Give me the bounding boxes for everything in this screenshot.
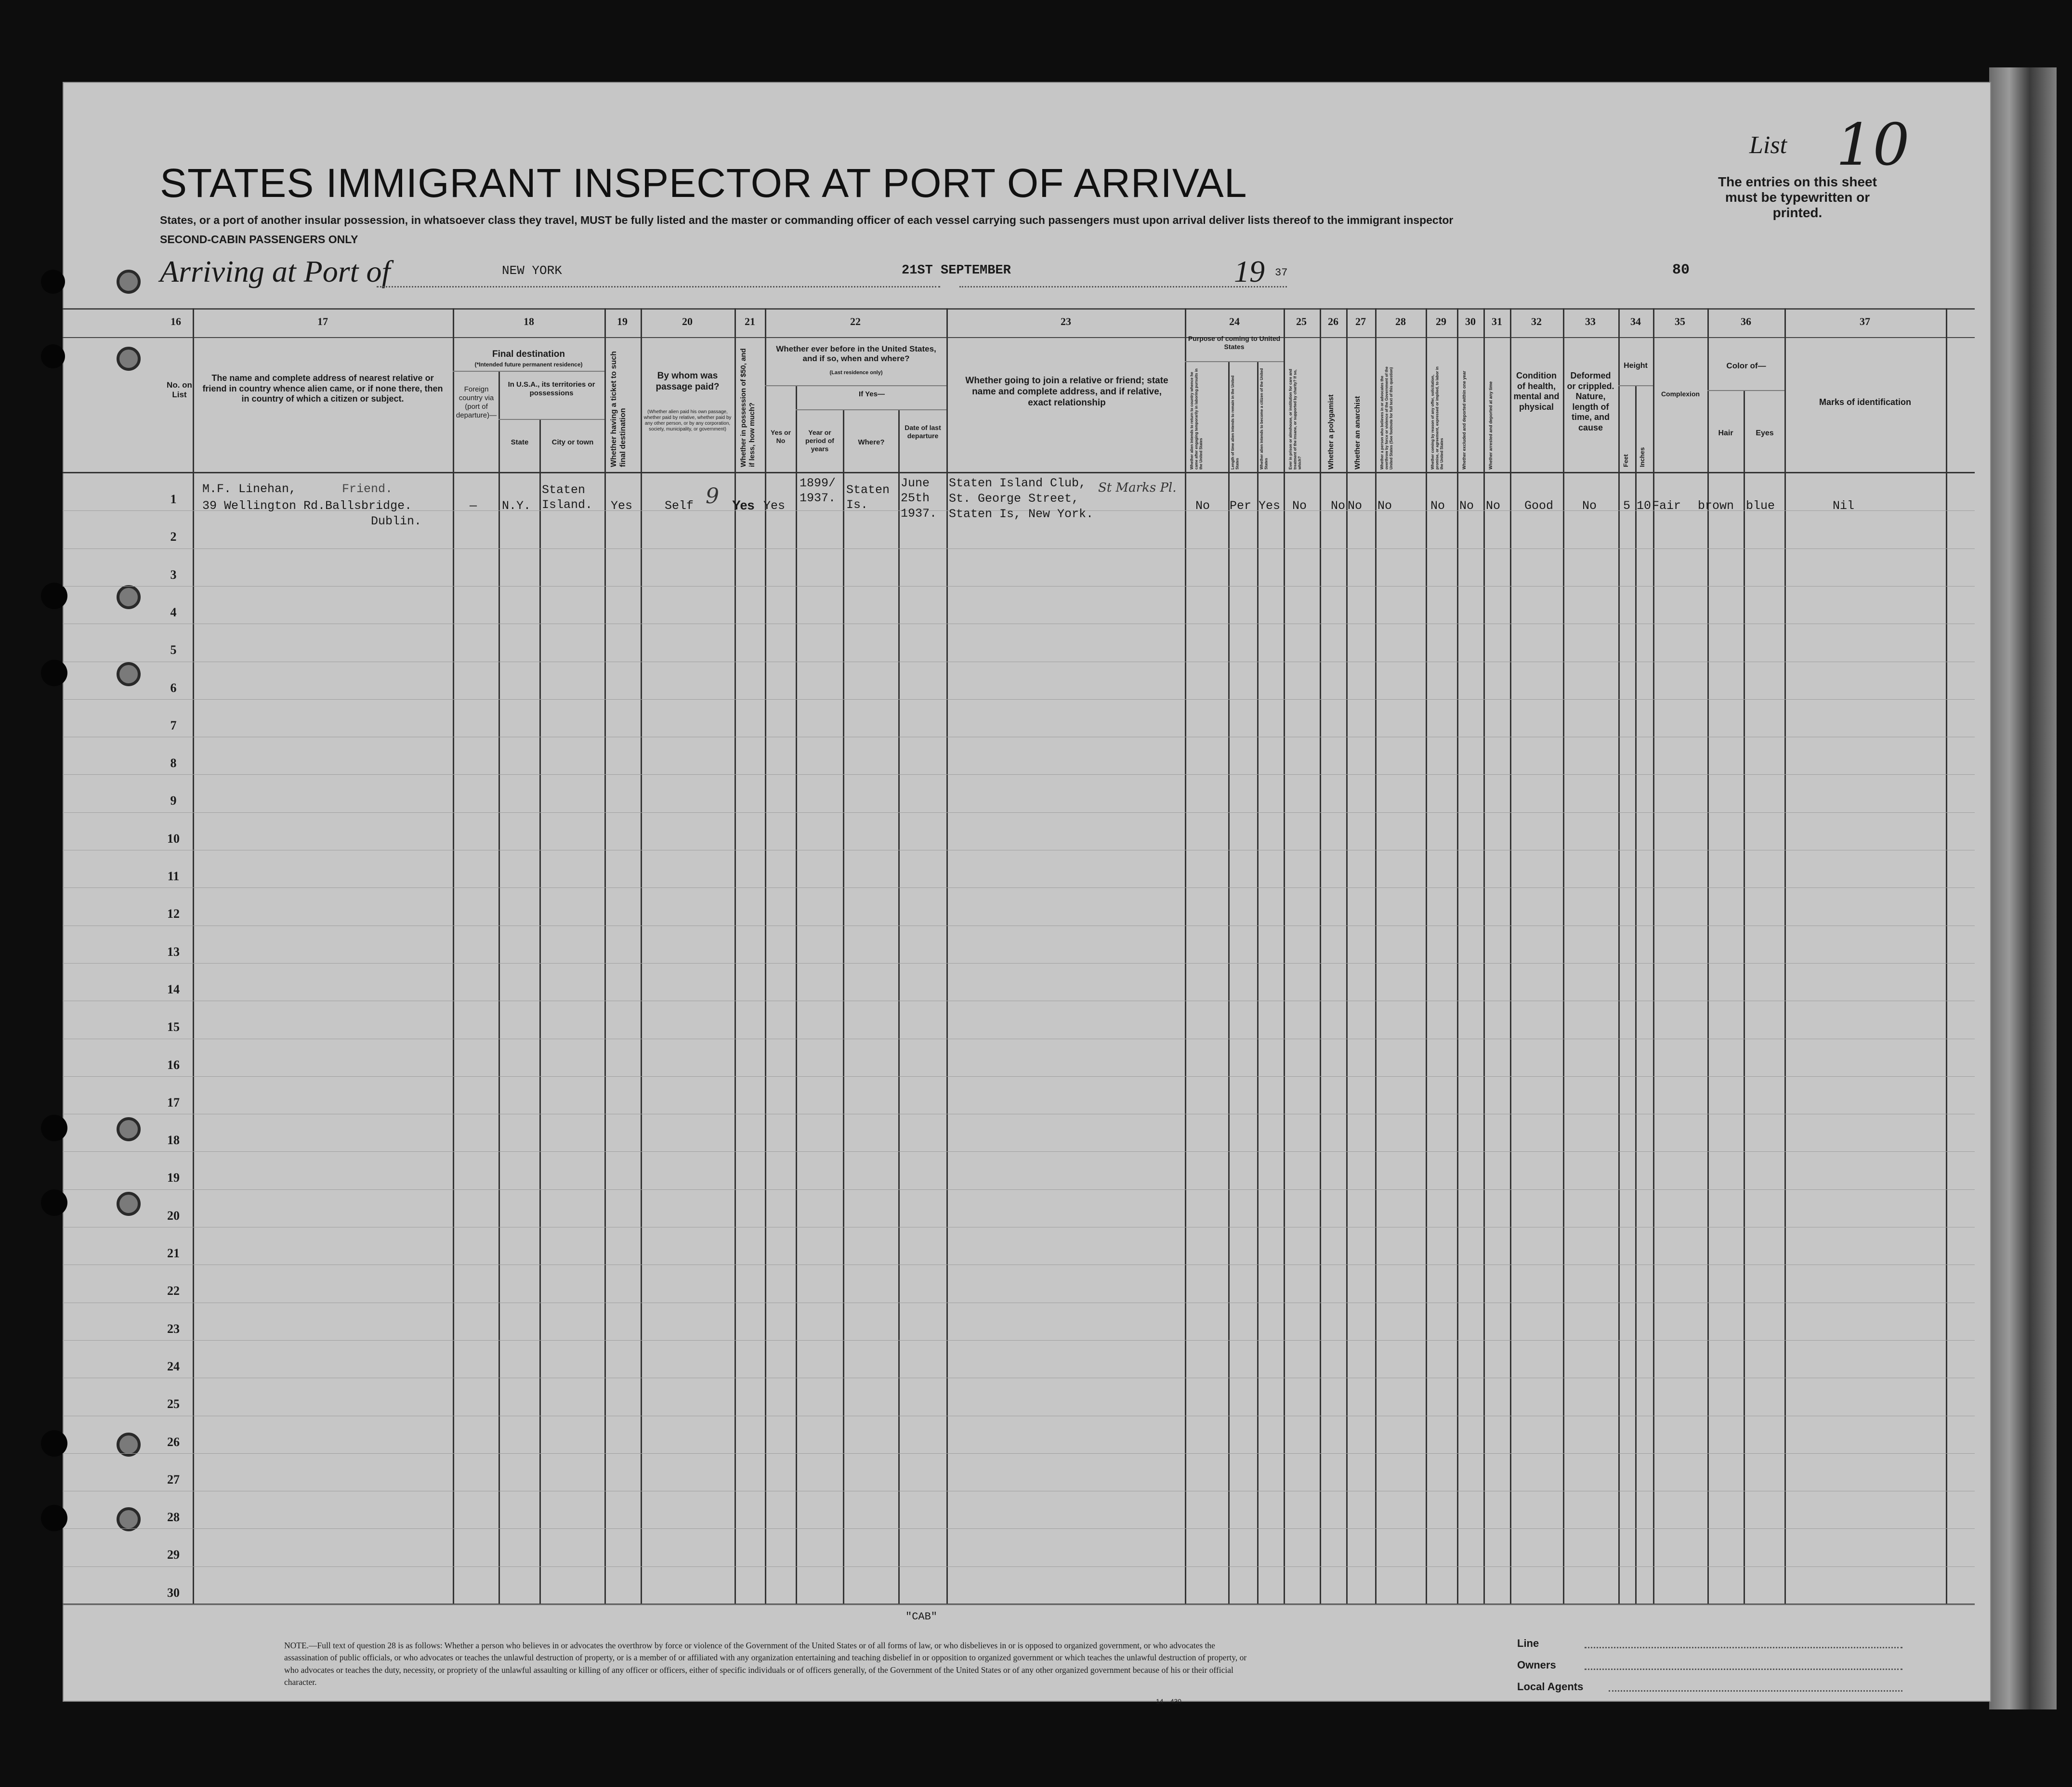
column-number: 25	[1296, 315, 1307, 327]
list-number: 10	[1836, 112, 1910, 179]
col-divider	[1510, 308, 1511, 1604]
row-number: 24	[167, 1359, 180, 1373]
col-divider	[1320, 308, 1321, 1604]
entry-length-stay: Per	[1230, 499, 1252, 513]
header-if-yes: If Yes—	[859, 390, 885, 398]
header-relative: The name and complete address of nearest relative or friend in country whence alien came, or if none there, then in country of which a citizen or subject.	[202, 373, 443, 404]
entry-relative-address: 39 Wellington Rd.Ballsbridge.	[202, 499, 412, 513]
column-number: 28	[1395, 315, 1406, 327]
col-divider	[843, 409, 844, 1604]
form-number: 14—430	[1156, 1697, 1181, 1705]
page-title: STATES IMMIGRANT INSPECTOR AT PORT OF ARRIVAL	[160, 160, 1247, 206]
col-divider	[1257, 361, 1259, 1604]
col-divider	[1635, 385, 1637, 1604]
header-q28: Whether a person who believes in or advocates the overthrow by force or violence of the Government of the United States (See footnote for full text of this question)	[1380, 366, 1394, 470]
row-number: 26	[167, 1435, 180, 1449]
row-number: 8	[170, 756, 177, 770]
year-suffix: 37	[1275, 267, 1288, 279]
punch-hole	[41, 1189, 67, 1216]
col-divider	[498, 371, 500, 1604]
row-number: 18	[167, 1133, 180, 1148]
row-line	[63, 548, 1975, 549]
header-city: City or town	[551, 438, 594, 446]
header-purpose: Purpose of coming to United States	[1188, 335, 1281, 351]
header-bottom-line	[63, 472, 1975, 473]
row-number: 17	[167, 1095, 180, 1109]
header-passage-note: (Whether alien paid his own passage, whether paid by relative, whether paid by any other person, or by any corporation, society, municipality, or government)	[643, 409, 732, 432]
entry-hair: brown	[1698, 499, 1734, 513]
entry-joining-line1: Staten Island Club,	[949, 476, 1087, 490]
entry-where: Staten Is.	[846, 483, 890, 512]
header-in-usa: In U.S.A., its territories or possessions	[508, 380, 595, 397]
row-number: 2	[170, 530, 177, 544]
header-final-destination-note: (*Intended future permanent residence)	[474, 361, 583, 368]
col-divider	[539, 419, 541, 1604]
entry-ticket: Yes	[611, 499, 633, 513]
column-number: 29	[1436, 315, 1446, 327]
header-polygamist: Whether a polygamist	[1327, 394, 1335, 470]
header-q29: Whether coming by reason of any offer, solicitation, promise, or agreement, expressed or implied, to labor in the United States	[1430, 366, 1444, 470]
entry-anarchist: No	[1348, 499, 1363, 513]
port-line	[377, 285, 940, 287]
col-divider	[1457, 308, 1458, 1604]
row-line	[63, 1528, 1975, 1529]
punch-hole	[117, 1117, 141, 1141]
entry-health: Good	[1524, 499, 1554, 513]
col-divider	[1784, 308, 1786, 1604]
entry-before-yes-no: Yes	[763, 499, 786, 513]
list-label: List	[1749, 131, 1787, 159]
header-before-us-note: (Last residence only)	[829, 370, 883, 376]
punch-hole	[117, 662, 141, 686]
header-date-departure: Date of last departure	[905, 424, 941, 440]
entry-q29: No	[1430, 499, 1445, 513]
row-number: 22	[167, 1284, 180, 1298]
row-line	[63, 1076, 1975, 1077]
subtitle-class: SECOND-CABIN PASSENGERS ONLY	[160, 233, 358, 246]
header-hair: Hair	[1718, 429, 1733, 437]
sub-header-line	[1618, 385, 1653, 386]
col-divider	[1228, 361, 1230, 1604]
col-divider	[1426, 308, 1427, 1604]
entry-q28: No	[1377, 499, 1392, 513]
row-number: 28	[167, 1510, 180, 1525]
header-feet: Feet	[1622, 454, 1629, 467]
entry-date-departure: June 25th 1937.	[901, 476, 937, 521]
row-number: 9	[170, 794, 177, 808]
header-ticket: Whether having a ticket to such final destination	[610, 351, 628, 467]
punch-hole	[41, 660, 67, 686]
table-top-line	[63, 308, 1975, 310]
column-number: 32	[1531, 315, 1542, 327]
entry-city: Staten Island.	[542, 483, 593, 512]
row-number: 12	[167, 907, 180, 921]
sub-header-line	[1707, 390, 1784, 391]
subtitle-instructions: States, or a port of another insular possession, in whatsoever class they travel, MUST be fully listed and the master or commanding officer of each vessel carrying such passengers must upon arrival deliver lists thereof to the immigrant inspector	[160, 214, 1454, 226]
col-divider	[946, 308, 948, 1604]
entry-citizen: Yes	[1259, 499, 1281, 513]
col-divider	[1483, 308, 1485, 1604]
col-divider	[1744, 390, 1745, 1604]
entry-years: 1899/ 1937.	[800, 476, 836, 506]
row-number: 30	[167, 1585, 180, 1600]
punch-hole	[41, 1115, 67, 1141]
header-marks: Marks of identification	[1819, 397, 1912, 407]
entry-relative-city: Dublin.	[371, 514, 422, 528]
header-foreign-country: Foreign country via (port of departure)—	[456, 385, 497, 419]
row-line	[63, 963, 1975, 964]
row-line	[63, 1566, 1975, 1567]
row-number: 4	[170, 605, 177, 619]
row-number: 27	[167, 1472, 180, 1487]
punch-hole	[41, 270, 65, 294]
sub-header-line	[453, 371, 604, 372]
entry-q31: No	[1486, 499, 1501, 513]
row-number: 6	[170, 680, 177, 695]
column-number: 22	[850, 315, 861, 327]
punch-hole	[41, 583, 67, 609]
entry-polygamist: No	[1331, 499, 1346, 513]
year-prefix: 19	[1234, 254, 1265, 288]
column-number: 31	[1492, 315, 1502, 327]
entry-state: N.Y.	[502, 499, 531, 513]
entry-relative-relationship: Friend.	[342, 482, 393, 496]
row-number: 15	[167, 1020, 180, 1034]
col-divider	[1618, 308, 1620, 1604]
punch-hole	[117, 270, 141, 294]
row-number: 14	[167, 982, 180, 996]
column-number: 24	[1229, 315, 1240, 327]
header-deformed: Deformed or crippled. Nature, length of time, and cause	[1567, 371, 1614, 432]
col-divider	[453, 308, 454, 1604]
entry-joining-line2: St. George Street,	[949, 492, 1079, 506]
row-line	[63, 1189, 1975, 1190]
header-q30: Whether excluded and deported within one year	[1462, 370, 1467, 470]
column-number: 18	[524, 315, 534, 327]
entry-joining-line3: Staten Is, New York.	[949, 507, 1094, 521]
row-line	[63, 774, 1975, 775]
owners-label: Owners	[1517, 1659, 1556, 1671]
punch-hole	[117, 1507, 141, 1531]
column-number: 23	[1061, 315, 1071, 327]
row-line	[63, 887, 1975, 888]
sub-header-line	[1185, 361, 1284, 362]
header-health: Condition of health, mental and physical	[1513, 371, 1560, 412]
column-number: 26	[1328, 315, 1338, 327]
row-number: 10	[167, 831, 180, 846]
port-value: NEW YORK	[502, 263, 562, 278]
row-number: 1	[170, 492, 177, 506]
question-28-note: NOTE.—Full text of question 28 is as follows: Whether a person who believes in or advocates the overthrow by force or violence of the Government of the United States or of all forms of law, or who disbelieves in or is opposed to organized government, or who advocates the assassination of public officials, or who advocates or teaches the unlawful destruction of property, or is a member of or affiliated with any organization entertaining and teaching disbelief in or opposition to organized government or which teaches the unlawful destruction of property, or who advocates or teaches the duty, necessity, or propriety of the unlawful assaulting or killing of any officer or officers, either of specific individuals or of officers generally, of the Government of the United States or of any other organized government because of his or their official character.	[284, 1641, 1247, 1687]
header-final-destination: Final destination	[492, 349, 565, 359]
entry-inches: 10	[1637, 499, 1652, 513]
punch-hole	[41, 1430, 67, 1457]
entry-foreign-via: —	[470, 499, 477, 513]
header-passage: By whom was passage paid?	[656, 371, 720, 392]
header-no-on-list: No. on List	[167, 380, 192, 400]
line-label: Line	[1517, 1637, 1539, 1649]
column-number: 37	[1860, 315, 1870, 327]
column-number: 19	[617, 315, 628, 327]
column-number: 35	[1675, 315, 1685, 327]
column-number: 27	[1355, 315, 1366, 327]
entry-complexion: Fair	[1652, 499, 1681, 513]
local-agents-label: Local Agents	[1517, 1681, 1584, 1693]
cab-code: "CAB"	[905, 1611, 938, 1623]
arriving-label: Arriving at Port of	[160, 254, 391, 288]
col-divider	[796, 385, 797, 1604]
header-eyes: Eyes	[1756, 429, 1774, 437]
row-number: 5	[170, 643, 177, 657]
line-signature-line	[1585, 1647, 1902, 1648]
punch-hole	[41, 1505, 67, 1531]
entry-possession: Yes	[732, 498, 755, 512]
page-number: 80	[1672, 262, 1690, 278]
entry-marks: Nil	[1833, 499, 1855, 513]
col-divider	[898, 409, 900, 1604]
header-color-of: Color of—	[1726, 361, 1766, 370]
entry-relative-name: M.F. Linehan,	[202, 482, 297, 496]
header-purpose-b: Length of time alien intends to remain in the United States	[1231, 375, 1240, 470]
sub-header-line	[765, 385, 946, 386]
row-line	[63, 1453, 1975, 1454]
header-year-period: Year or period of years	[805, 429, 834, 453]
header-prison: Ever in prison or almshouse, or institution for care and treatment of the insane, or supported by charity? If so, which?	[1288, 369, 1302, 470]
header-height: Height	[1624, 362, 1648, 370]
entry-return-temp: No	[1195, 499, 1210, 513]
header-where: Where?	[858, 438, 885, 446]
row-line	[63, 586, 1975, 587]
row-number: 23	[167, 1321, 180, 1336]
header-inches: Inches	[1639, 447, 1646, 467]
punch-hole	[117, 1192, 141, 1216]
row-number: 29	[167, 1548, 180, 1562]
row-line	[63, 699, 1975, 700]
owners-signature-line	[1585, 1669, 1902, 1670]
col-divider	[1185, 308, 1186, 1604]
entry-eyes: blue	[1746, 499, 1775, 513]
column-number: 16	[170, 315, 181, 327]
punch-hole	[117, 347, 141, 371]
punch-hole	[117, 585, 141, 609]
row-number: 20	[167, 1208, 180, 1223]
row-number: 25	[167, 1397, 180, 1411]
handwritten-correction: St Marks Pl.	[1098, 481, 1177, 495]
header-state: State	[511, 438, 529, 446]
row-number: 3	[170, 567, 177, 582]
agents-signature-line	[1609, 1690, 1902, 1692]
header-purpose-a: Whether alien intends to return to country whence he came after engaging temporarily in laboring pursuits in the United States	[1190, 368, 1204, 470]
col-divider	[1563, 308, 1564, 1604]
punch-hole	[41, 344, 65, 368]
entry-q30: No	[1459, 499, 1474, 513]
sub-header-line	[498, 419, 604, 420]
column-number: 34	[1630, 315, 1641, 327]
col-divider	[1284, 308, 1285, 1604]
manifest-sheet	[63, 82, 1991, 1702]
header-joining: Whether going to join a relative or friend; state name and complete address, and if relative, exact relationship	[965, 376, 1168, 408]
column-number: 30	[1465, 315, 1476, 327]
handwritten-mark: 9	[706, 484, 719, 509]
header-before-us: Whether ever before in the United States, and if so, when and where?	[776, 344, 936, 364]
date-value: 21ST SEPTEMBER	[902, 263, 1011, 278]
column-number: 20	[682, 315, 693, 327]
entry-passage-paid: Self	[665, 499, 694, 513]
column-number: 36	[1741, 315, 1751, 327]
row-line	[63, 812, 1975, 813]
header-possession: Whether in possession of $50, and if less, how much?	[739, 348, 756, 467]
row-number: 7	[170, 718, 177, 732]
row-number: 16	[167, 1057, 180, 1072]
entry-feet: 5	[1623, 499, 1631, 513]
entry-deformed: No	[1582, 499, 1597, 513]
row-line	[63, 1340, 1975, 1341]
colnum-line	[63, 337, 1975, 338]
sub-header-line	[796, 409, 946, 410]
col-divider	[1946, 308, 1947, 1604]
col-divider	[641, 308, 642, 1604]
header-yes-or-no: Yes or No	[770, 429, 791, 444]
header-complexion: Complexion	[1661, 390, 1700, 398]
typewritten-note: The entries on this sheet must be typewritten or printed.	[1718, 174, 1877, 220]
row-line	[63, 1151, 1975, 1152]
row-number: 11	[167, 869, 180, 883]
column-number: 33	[1585, 315, 1596, 327]
book-spine	[1989, 67, 2057, 1709]
col-divider	[1375, 308, 1377, 1604]
entry-prison: No	[1292, 499, 1307, 513]
column-number: 17	[317, 315, 328, 327]
row-number: 21	[167, 1246, 180, 1260]
col-divider	[604, 308, 606, 1604]
column-number: 21	[745, 315, 755, 327]
header-purpose-c: Whether alien intends to become a citizen of the United States	[1259, 368, 1269, 470]
header-q31: Whether arrested and deported at any time	[1488, 381, 1493, 470]
row-number: 19	[167, 1171, 180, 1185]
header-anarchist: Whether an anarchist	[1353, 396, 1362, 470]
row-number: 13	[167, 944, 180, 959]
